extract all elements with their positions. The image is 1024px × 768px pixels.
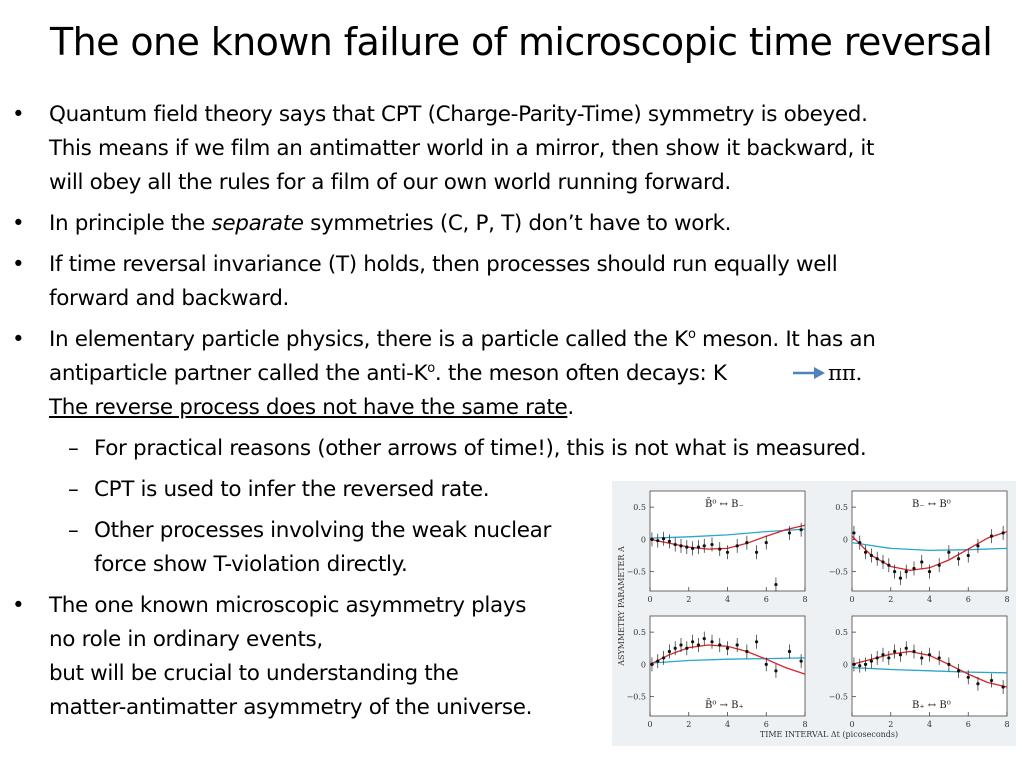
data-point [920,656,923,659]
data-point [920,560,923,563]
data-point [928,570,931,573]
x-tick-label: 2 [888,595,894,604]
pi-pi-product: ππ. [828,361,863,386]
y-tick-label: −0.5 [828,692,848,702]
x-tick-label: 2 [686,595,692,604]
data-point [938,564,941,567]
bullet-4-line-1: In elementary particle physics, there is a particle called the $K^o$ meson. It has an [49,327,876,353]
bullet-1-line-2: This means if we film an antimatter world in a mirror, then show it backward, it [49,136,875,161]
data-point [976,682,979,685]
data-point [899,653,902,656]
panel-label: B₋ ↔ B⁰ [912,499,951,510]
x-tick-label: 0 [849,720,855,729]
sub-bullet-3-line-1: Other processes involving the weak nuclear [94,518,551,543]
data-point [800,528,803,531]
data-point [881,653,884,656]
x-tick-label: 8 [802,595,808,604]
data-point [788,531,791,534]
data-point [1002,531,1005,534]
data-point [710,543,713,546]
data-point [718,547,721,550]
emphasis-separate: separate [211,211,304,236]
data-point [976,544,979,547]
data-point [893,650,896,653]
x-tick-label: 6 [763,720,769,729]
bullet-3-line-2: forward and backward. [49,286,289,311]
bullet-marker: • [12,327,25,352]
data-point [774,669,777,672]
x-tick-label: 0 [647,595,653,604]
data-point [703,637,706,640]
sub-bullet-marker: – [68,518,79,543]
data-point [990,679,993,682]
data-point [726,551,729,554]
data-point [876,656,879,659]
x-tick-label: 2 [686,720,692,729]
data-point [905,570,908,573]
data-point [870,554,873,557]
data-point [858,664,861,667]
data-point [947,663,950,666]
data-point [967,676,970,679]
data-point [905,647,908,650]
y-tick-label: −0.5 [626,567,646,577]
data-point [774,583,777,586]
y-tick-label: −0.5 [828,567,848,577]
y-axis-label: ASYMMETRY PARAMETER A [617,546,626,666]
sub-bullet-1: For practical reasons (other arrows of time!), this is not what is measured. [94,436,867,461]
data-point [864,663,867,666]
sub-bullet-marker: – [68,477,79,502]
x-tick-label: 6 [763,595,769,604]
data-point [990,535,993,538]
data-point [656,539,659,542]
bullet-5-line-4: matter-antimatter asymmetry of the universe. [49,695,533,720]
asymmetry-chart [612,481,1016,746]
data-point [947,551,950,554]
data-point [852,663,855,666]
x-tick-label: 0 [849,595,855,604]
data-point [765,541,768,544]
bullet-5-line-1: The one known microscopic asymmetry plays [49,593,527,618]
data-point [736,544,739,547]
x-axis-label: TIME INTERVAL Δt (picoseconds) [759,730,899,739]
data-point [679,544,682,547]
bullet-2-line-1: In principle the separate symmetries (C, P, T) don’t have to work. [49,211,732,236]
data-point [899,576,902,579]
data-point [718,643,721,646]
sub-bullet-2: CPT is used to infer the reversed rate. [94,477,490,502]
bullet-marker: • [12,252,25,277]
x-tick-label: 4 [724,720,731,729]
bullet-marker: • [12,211,25,236]
data-point [674,647,677,650]
data-point [928,653,931,656]
data-point [1002,685,1005,688]
bullet-5-line-2: no role in ordinary events, [49,627,323,652]
decay-arrow-icon [792,364,826,382]
data-point [893,570,896,573]
data-point [650,538,653,541]
data-point [745,541,748,544]
data-point [800,660,803,663]
data-point [697,643,700,646]
reverse-process-underlined: The reverse process does not have the same rate [49,395,568,420]
data-point [765,663,768,666]
data-point [685,546,688,549]
x-tick-label: 4 [926,595,933,604]
data-point [957,669,960,672]
slide-title: The one known failure of microscopic time reversal [50,20,993,64]
data-point [876,557,879,560]
bullet-4-line-2: antiparticle partner called the anti-$K^o$. the meson often decays: K [49,361,727,387]
bullet-1-line-3: will obey all the rules for a film of our own world running forward. [49,170,731,195]
data-point [679,643,682,646]
bullet-1-line-1: Quantum field theory says that CPT (Charge-Parity-Time) symmetry is obeyed. [49,102,868,127]
data-point [674,543,677,546]
x-tick-label: 8 [802,720,808,729]
y-tick-label: 0.5 [835,503,848,513]
data-point [957,557,960,560]
x-tick-label: 6 [965,720,971,729]
data-point [887,656,890,659]
bullet-marker: • [12,102,25,127]
data-point [668,650,671,653]
data-point [788,650,791,653]
y-tick-label: −0.5 [626,692,646,702]
x-tick-label: 0 [647,720,653,729]
data-point [852,531,855,534]
data-point [736,643,739,646]
bullet-3-line-1: If time reversal invariance (T) holds, then processes should run equally well [49,252,838,277]
y-tick-label: 0.5 [633,628,646,638]
data-point [881,560,884,563]
panel-label: B₊ ↔ B⁰ [912,700,951,711]
data-point [887,564,890,567]
data-point [703,544,706,547]
data-point [858,541,861,544]
data-point [650,663,653,666]
y-tick-label: 0 [640,535,646,545]
data-point [755,640,758,643]
bullet-marker: • [12,593,25,618]
y-tick-label: 0 [640,660,646,670]
data-point [685,647,688,650]
data-point [691,547,694,550]
x-tick-label: 8 [1004,720,1010,729]
data-point [967,554,970,557]
x-tick-label: 4 [724,595,731,604]
data-point [726,647,729,650]
y-tick-label: 0.5 [835,628,848,638]
data-point [691,640,694,643]
data-point [662,656,665,659]
bullet-5-line-3: but will be crucial to understanding the [49,661,459,686]
asymmetry-figure [612,481,1016,746]
data-point [938,656,941,659]
sub-bullet-marker: – [68,436,79,461]
data-point [656,660,659,663]
data-point [755,551,758,554]
data-point [710,640,713,643]
y-tick-label: 0.5 [633,503,646,513]
x-tick-label: 4 [926,720,933,729]
data-point [668,540,671,543]
panel-label: B̄⁰ → B₊ [705,700,744,711]
data-point [912,650,915,653]
data-point [745,650,748,653]
data-point [697,546,700,549]
panel-label: B̄⁰ ↔ B₋ [705,499,744,510]
data-point [912,567,915,570]
data-point [864,551,867,554]
data-point [662,537,665,540]
y-tick-label: 0 [842,660,848,670]
data-point [870,660,873,663]
y-tick-label: 0 [842,535,848,545]
x-tick-label: 2 [888,720,894,729]
x-tick-label: 8 [1004,595,1010,604]
sub-bullet-3-line-2: force show T-violation directly. [94,552,408,577]
bullet-4-line-3: The reverse process does not have the same rate. [49,395,574,420]
x-tick-label: 6 [965,595,971,604]
